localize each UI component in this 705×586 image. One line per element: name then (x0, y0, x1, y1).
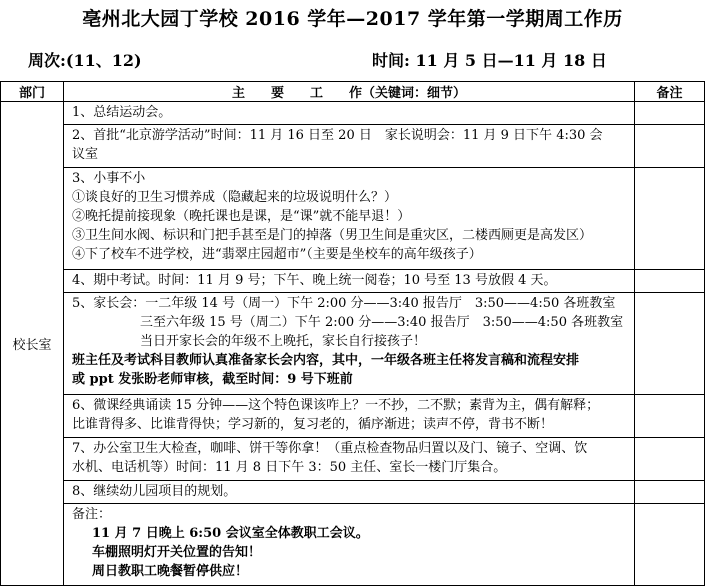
work-item-line: ②晚托提前接现象（晚托课也是课，是“课”就不能早退！） (72, 208, 411, 224)
schedule-table (0, 81, 705, 586)
work-item-line: 议室 (72, 146, 99, 162)
work-item-cell (64, 167, 635, 269)
work-item-cell (64, 269, 635, 292)
work-item-cell (64, 292, 635, 394)
table-body (1, 102, 705, 586)
table-row (1, 167, 705, 269)
work-item-cell (64, 480, 635, 503)
remark-cell (635, 437, 705, 480)
work-item-line: 4、期中考试。时间：11 月 9 号；下午、晚上统一阅卷；10 号至 13 号放假 4 天。 (72, 272, 557, 288)
remark-cell (635, 269, 705, 292)
work-item-line: ③卫生间水阀、标识和门把手甚至是门的掉落（男卫生间是重灾区，二楼西厕更是高发区） (72, 227, 593, 243)
remark-cell (635, 124, 705, 167)
work-item-line: ④下了校车不进学校，进“翡翠庄园超市”（主要是坐校车的高年级孩子） (72, 246, 482, 262)
work-item-line: ①谈良好的卫生习惯养成（隐藏起来的垃圾说明什么？） (72, 189, 398, 205)
table-row (1, 395, 705, 438)
work-item-line: 三至六年级 15 号（周二）下午 2:00 分——3:40 报告厅 3:50——4:50 各班教室 (140, 314, 624, 330)
work-item-line: 周日教职工晚餐暂停供应！ (92, 563, 249, 579)
table-row (1, 503, 705, 585)
week-label: 周次:(11、12) (28, 51, 142, 70)
work-item-line: 6、微课经典诵读 15 分钟——这个特色课该咋上？一不抄，二不默；素背为主，偶有解释； (72, 398, 600, 414)
table-row (1, 437, 705, 480)
work-item-cell (64, 503, 635, 585)
work-item-cell (64, 395, 635, 438)
table-row (1, 292, 705, 394)
remark-cell (635, 503, 705, 585)
work-item-line: 8、继续幼儿园项目的规划。 (72, 483, 237, 499)
work-item-cell (64, 102, 635, 125)
work-item-cell (64, 124, 635, 167)
table-header-row (1, 82, 705, 102)
remark-cell (635, 292, 705, 394)
page-title: 亳州北大园丁学校 2016 学年—2017 学年第一学期周工作历 (82, 8, 623, 30)
table-row (1, 124, 705, 167)
work-item-line: 水机、电话机等）时间：11 月 8 日下午 3：50 主任、室长一楼门厅集合。 (72, 459, 507, 475)
table-row (1, 269, 705, 292)
remark-cell (635, 480, 705, 503)
table-row (1, 480, 705, 503)
department-cell: 校长室 (1, 102, 64, 586)
remark-cell (635, 102, 705, 125)
work-item-line: 11 月 7 日晚上 6:50 会议室全体教职工会议。 (92, 525, 369, 541)
work-item-cell (64, 437, 635, 480)
remark-cell (635, 167, 705, 269)
remark-cell (635, 395, 705, 438)
header-main: 主 要 工 作（关键词：细节） (64, 82, 635, 102)
work-item-line: 当日开家长会的年级不上晚托，家长自行接孩子！ (140, 333, 427, 349)
table-row (1, 102, 705, 125)
work-item-line: 备注： (72, 506, 112, 522)
work-item-line: 班主任及考试科目教师认真准备家长会内容，其中，一年级各班主任将发言稿和流程安排 (72, 352, 580, 368)
work-item-line: 车棚照明灯开关位置的告知！ (92, 544, 262, 560)
work-item-line: 2、首批“北京游学活动”时间：11 月 16 日至 20 日 家长说明会：11 月 9 日下午 4:30 会 (72, 127, 603, 143)
work-item-line: 7、办公室卫生大检查，咖啡、饼干等你拿！（重点检查物品归置以及门、镜子、空调、饮 (72, 440, 588, 456)
work-item-line: 5、家长会：一二年级 14 号（周一）下午 2:00 分——3:40 报告厅 3:50——4:50 各班教室 (72, 295, 616, 311)
work-item-line: 比谁背得多、比谁背得快；学习新的，复习老的，循序渐进；读声不停，背书不断！ (72, 417, 554, 433)
work-item-line: 3、小事不小 (72, 170, 146, 186)
time-label: 时间: 11 月 5 日—11 月 18 日 (372, 51, 607, 70)
header-dept: 部门 (1, 82, 64, 102)
work-item-line: 1、总结运动会。 (72, 105, 172, 120)
header-remark: 备注 (635, 82, 705, 102)
work-item-line: 或 ppt 发张盼老师审核，截至时间：9 号下班前 (72, 371, 353, 387)
